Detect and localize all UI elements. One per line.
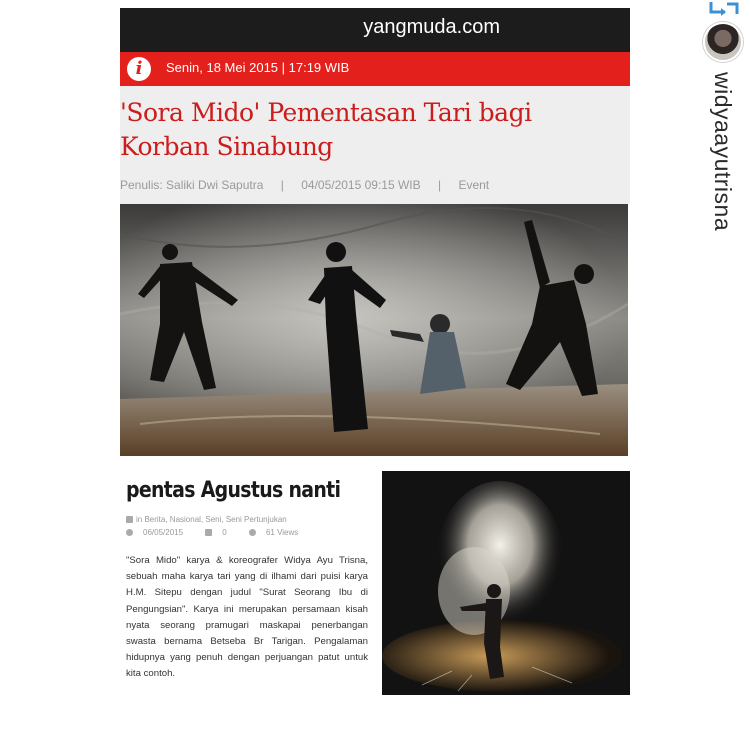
meta-separator: | <box>280 178 284 192</box>
article-card <box>120 8 630 708</box>
category-link[interactable]: Event <box>458 178 490 192</box>
date-line: Senin, 18 Mei 2015 | 17:19 WIB <box>166 60 350 75</box>
title-box <box>120 86 630 204</box>
repost-icon[interactable] <box>707 0 741 16</box>
eye-icon <box>249 529 256 536</box>
folder-icon <box>126 516 133 523</box>
article-meta <box>120 178 630 192</box>
post-stats <box>126 528 318 537</box>
date-bar <box>120 52 630 86</box>
meta-separator: | <box>437 178 442 192</box>
hero-photo <box>120 204 628 456</box>
info-icon[interactable]: i <box>127 57 151 81</box>
site-header <box>120 8 630 52</box>
categories-text[interactable]: in Berita, Nasional, Seni, Seni Pertunjukan <box>136 515 287 524</box>
site-name[interactable]: yangmuda.com <box>363 16 500 38</box>
username[interactable]: widyaayutrisna <box>710 72 736 232</box>
publish-datetime: 04/05/2015 09:15 WIB <box>301 178 421 192</box>
author[interactable]: Penulis: Saliki Dwi Saputra <box>120 178 264 192</box>
clock-icon <box>126 529 133 536</box>
post-date: 06/05/2015 <box>143 528 184 537</box>
page-title: 'Sora Mido' Pementasan Tari bagi Korban Sinabung <box>120 98 532 161</box>
avatar[interactable] <box>703 22 743 62</box>
category-list <box>126 515 287 524</box>
view-count: 61 Views <box>265 528 299 537</box>
article-body: "Sora Mido" karya & koreografer Widya Ayu Trisna, sebuah maha karya tari yang di ilhami dari puisi karya H.M. Sitepu dengan judul "Surat Seorang Ibu di Pengungsian". Karya ini merupakan persamaan kisah nyata seorang pramugari maskapai penerbangan swasta bernama Betseba Br Tarigan. Pengalaman hidupnya yang penuh dengan perjuangan patut untuk kita contoh. <box>126 555 368 680</box>
sub-headline: pentas Agustus nanti <box>126 478 341 503</box>
comment-count[interactable]: 0 <box>222 528 227 537</box>
comment-icon <box>205 529 212 536</box>
dust-dance-photo <box>382 471 630 695</box>
